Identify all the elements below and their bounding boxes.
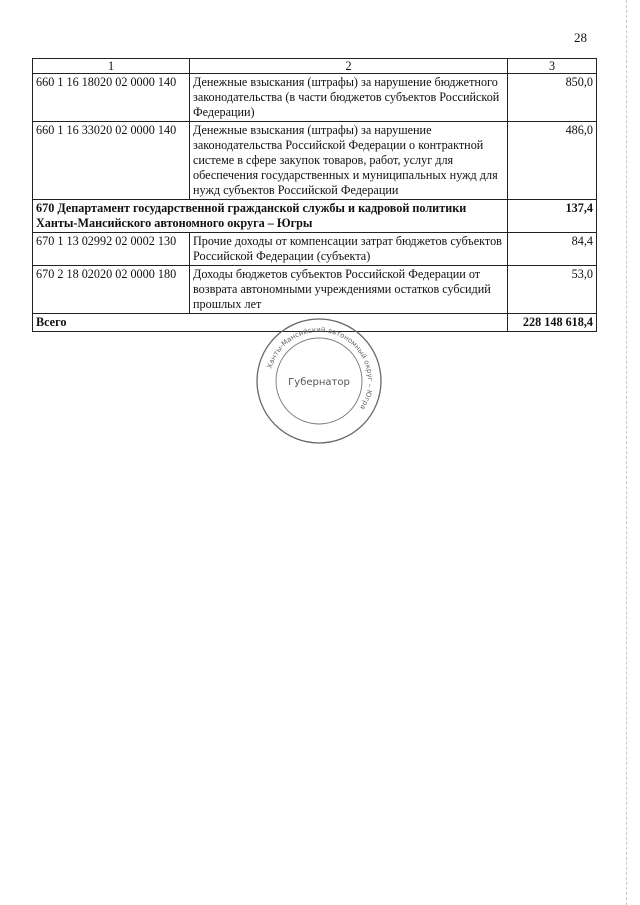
total-label: Всего xyxy=(33,314,508,332)
column-header-1: 1 xyxy=(33,59,190,74)
revenue-amount: 850,0 xyxy=(508,74,597,122)
department-row xyxy=(33,200,597,233)
revenue-description: Прочие доходы от компенсации затрат бюджетов субъектов Российской Федерации (субъекта) xyxy=(190,233,508,266)
table-row xyxy=(33,74,597,122)
total-amount: 228 148 618,4 xyxy=(508,314,597,332)
revenue-description: Денежные взыскания (штрафы) за нарушение законодательства Российской Федерации о контрактной системе в сфере закупок товаров, работ, услуг для обеспечения государственных и муниципальных нужд для нужд субъектов Российской Федерации xyxy=(190,122,508,200)
revenue-amount: 84,4 xyxy=(508,233,597,266)
table-row xyxy=(33,122,597,200)
revenue-description: Денежные взыскания (штрафы) за нарушение бюджетного законодательства (в части бюджетов субъектов Российской Федерации) xyxy=(190,74,508,122)
column-header-2: 2 xyxy=(190,59,508,74)
revenue-code: 670 1 13 02992 02 0002 130 xyxy=(33,233,190,266)
table-header-row xyxy=(33,59,597,74)
revenue-code: 660 1 16 18020 02 0000 140 xyxy=(33,74,190,122)
revenue-code: 660 1 16 33020 02 0000 140 xyxy=(33,122,190,200)
column-header-3: 3 xyxy=(508,59,597,74)
revenue-amount: 486,0 xyxy=(508,122,597,200)
budget-table xyxy=(32,58,597,332)
seal-center-text: Губернатор xyxy=(288,377,350,388)
revenue-code: 670 2 18 02020 02 0000 180 xyxy=(33,266,190,314)
seal-ring-text: Ханты-Мансийский автономный округ – Югра xyxy=(265,325,375,411)
governor-seal xyxy=(254,316,384,446)
department-title: 670 Департамент государственной гражданской службы и кадровой политики Ханты-Мансийского автономного округа – Югры xyxy=(33,200,508,233)
revenue-amount: 53,0 xyxy=(508,266,597,314)
page-number: 28 xyxy=(574,30,587,45)
table-row xyxy=(33,233,597,266)
revenue-description: Доходы бюджетов субъектов Российской Федерации от возврата автономными учреждениями остатков субсидий прошлых лет xyxy=(190,266,508,314)
scan-margin-line xyxy=(626,0,627,905)
department-amount: 137,4 xyxy=(508,200,597,233)
table-row xyxy=(33,266,597,314)
